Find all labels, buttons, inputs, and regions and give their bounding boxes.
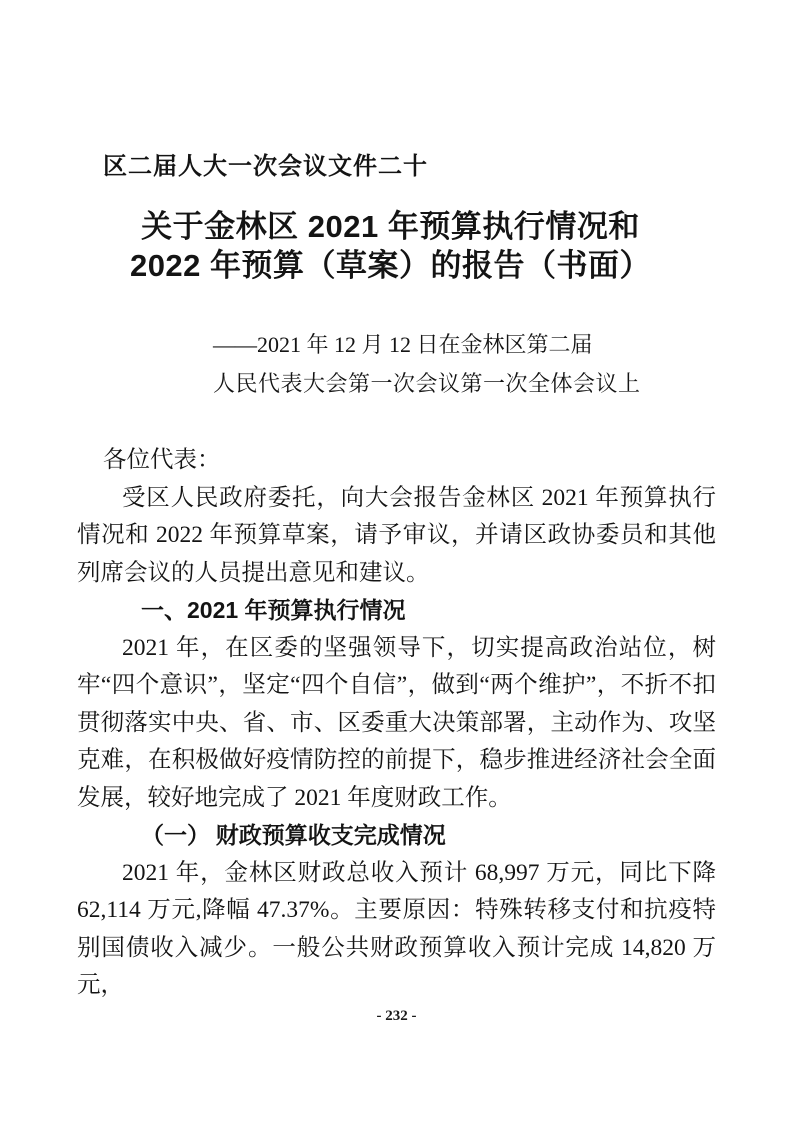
document-body: [77, 442, 716, 1005]
salutation: 各位代表：: [103, 447, 221, 473]
section-1-heading: 一、2021 年预算执行情况: [141, 597, 406, 623]
document-dateline: [213, 326, 641, 403]
document-title: [0, 208, 781, 285]
subsection-1-heading: （一） 财政预算收支完成情况: [141, 823, 446, 848]
doc-label: 区二届人大一次会议文件二十: [103, 154, 428, 180]
title-line-2: 2022 年预算（草案）的报告（书面）: [129, 247, 652, 283]
paragraph-intro: 受区人民政府委托，向大会报告金林区 2021 年预算执行情况和 2022 年预算草案，请予审议，并请区政协委员和其他列席会议的人员提出意见和建议。: [77, 484, 716, 586]
subsection-1-paragraph: 2021 年，金林区财政总收入预计 68,997 万元，同比下降 62,114 万元,降幅 47.37%。主要原因：特殊转移支付和抗疫特别国债收入减少。一般公共财政预算收入预计完成 14,820 万元，: [77, 859, 716, 998]
title-line-1: 关于金林区 2021 年预算执行情况和: [141, 209, 640, 244]
dateline-line-2: 人民代表大会第一次会议第一次全体会议上: [213, 370, 641, 396]
dateline-line-1: ——2021 年 12 月 12 日在金林区第二届: [213, 332, 593, 357]
section-1-paragraph: 2021 年，在区委的坚强领导下，切实提高政治站位，树牢“四个意识”，坚定“四个自信”，做到“两个维护”，不折不扣贯彻落实中央、省、市、区委重大决策部署，主动作为、攻坚克难，在积极做好疫情防控的前提下，稳步推进经济社会全面发展，较好地完成了 2021 年度财政工作。: [77, 634, 716, 811]
page-number: - 232 -: [376, 1008, 417, 1024]
